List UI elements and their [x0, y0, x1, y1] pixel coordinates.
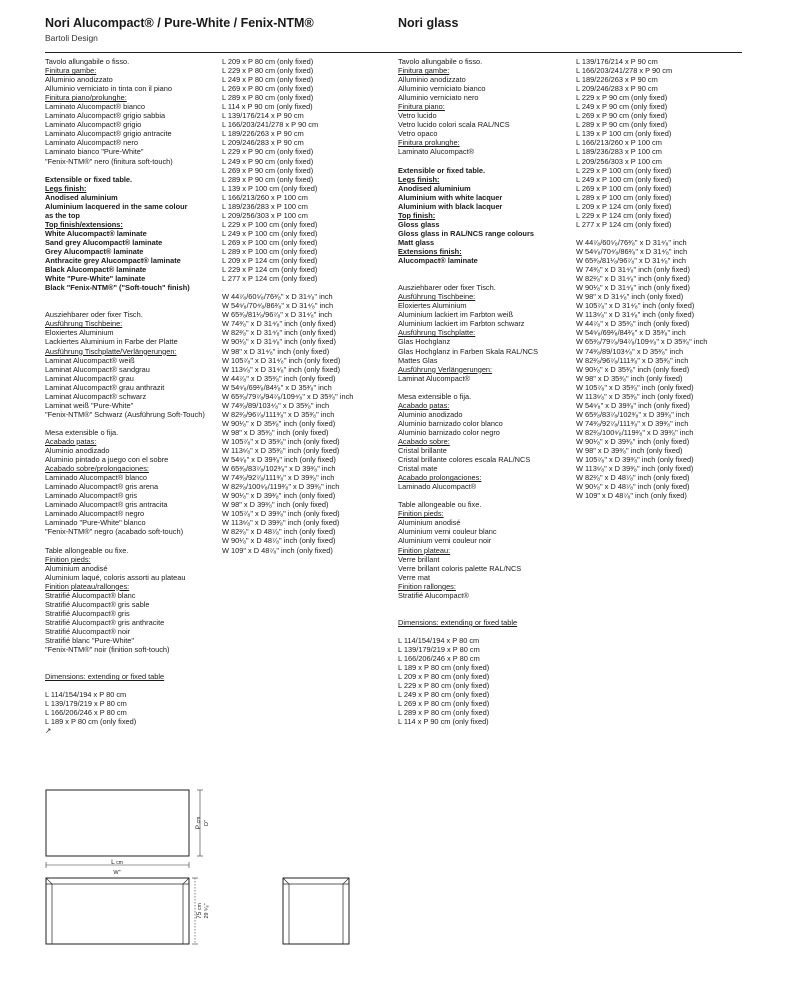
dimension-line: W 113⁶⁄₈" x D 39³⁄₈" inch (only fixed): [222, 518, 340, 528]
section-heading: Extensions finish:: [398, 246, 462, 256]
width-inch-label: W": [113, 870, 121, 876]
length-unit: cm: [116, 860, 123, 866]
dimension-line: W 44⁷⁄₈/60⁵⁄₈/76³⁄₈" x D 31⁴⁄₈" inch: [576, 237, 687, 247]
dimension-line: W 105⁷⁄₈" x D 35³⁄₈" inch (only fixed): [576, 382, 694, 392]
dimension-line: L 249 x P 100 cm (only fixed): [576, 174, 672, 184]
dimension-line: W 65³⁄₈/83⁷⁄₈/102³⁄₈" x D 39³⁄₈" inch: [222, 464, 336, 474]
dimension-line: W 44⁷⁄₈" x D 35³⁄₈" inch (only fixed): [576, 319, 690, 329]
section-heading: Ausführung Tischbeine:: [45, 319, 123, 329]
spec-line: L 209 x P 80 cm (only fixed): [398, 672, 490, 682]
spec-line: Mesa extensible o fija.: [398, 391, 472, 401]
spec-line: L 189 x P 80 cm (only fixed): [45, 717, 137, 727]
dimension-line: W 44⁷⁄₈/60⁵⁄₈/76³⁄₈" x D 31⁴⁄₈" inch: [222, 292, 333, 302]
dimension-line: L 229 x P 124 cm (only fixed): [576, 210, 672, 220]
spec-line: Tavolo allungabile o fisso.: [45, 57, 130, 66]
dimension-line: W 109" x D 48⁷⁄₈" inch (only fixed): [222, 545, 333, 555]
dimension-line: W 113⁶⁄₈" x D 35³⁄₈" inch (only fixed): [222, 446, 340, 456]
section-heading: Finition plateau:: [398, 545, 451, 555]
dimension-line: W 74³⁄₈" x D 31⁴⁄₈" inch (only fixed): [222, 319, 336, 329]
dimension-line: W 105⁷⁄₈" x D 31⁴⁄₈" inch (only fixed): [222, 355, 341, 365]
spec-line: Ausziehbarer oder fixer Tisch.: [45, 310, 143, 320]
spec-line: Laminado Alucompact®: [398, 482, 477, 492]
dimension-line: L 289 x P 80 cm (only fixed): [222, 93, 314, 103]
spec-line: Laminado Alucompact® blanco: [45, 473, 147, 483]
spec-line: Laminato Alucompact®: [398, 147, 475, 157]
dimension-line: W 105⁷⁄₈" x D 31⁴⁄₈" inch (only fixed): [576, 301, 695, 311]
height-value: 75: [196, 911, 203, 919]
spec-line: Alluminio verniciato nero: [398, 93, 479, 103]
spec-line: Grey Alucompact® laminate: [45, 246, 144, 256]
section-heading: Finition rallonges:: [398, 581, 456, 591]
dimension-line: L 289 x P 90 cm (only fixed): [222, 174, 314, 184]
section-heading: Finitura gambe:: [398, 66, 450, 76]
dimension-line: L 289 x P 100 cm (only fixed): [576, 192, 672, 202]
spec-line: L 189 x P 80 cm (only fixed): [398, 663, 490, 673]
dimension-line: W 82²⁄₈" x D 31⁴⁄₈" inch (only fixed): [222, 328, 336, 338]
dimension-line: W 54⁶⁄₈" x D 39³⁄₈" inch (only fixed): [222, 455, 336, 465]
dimension-line: L 209/256/303 x P 100 cm: [576, 156, 662, 166]
spec-line: "Fenix-NTM®" nero (finitura soft-touch): [45, 156, 173, 166]
dimension-line: W 105⁷⁄₈" x D 39³⁄₈" inch (only fixed): [222, 509, 340, 519]
section-heading: Finitura prolunghe:: [398, 138, 460, 148]
dimension-line: L 289 x P 100 cm (only fixed): [222, 246, 318, 256]
spec-line: L 114 x P 90 cm (only fixed): [398, 717, 489, 727]
spec-line: Aluminio pintado a juego con el sobre: [45, 455, 169, 465]
dimension-line: W 105⁷⁄₈" x D 39³⁄₈" inch (only fixed): [576, 455, 694, 465]
section-heading: Ausführung Tischplatte:: [398, 328, 476, 338]
spec-line: Stratifié Alucompact® gris anthracite: [45, 617, 165, 627]
dimension-line: W 98" x D 35³⁄₈" inch (only fixed): [222, 427, 329, 437]
spec-line: L 166/206/246 x P 80 cm: [45, 708, 127, 718]
section-heading: Finitura piano:: [398, 102, 445, 112]
spec-line: Cristal mate: [398, 464, 438, 474]
spec-line: Glas Hochglanz in Farben Skala RAL/NCS: [398, 346, 539, 356]
dimension-line: W 90¹⁄₈" x D 39³⁄₈" inch (only fixed): [222, 491, 336, 501]
spec-line: Aluminium verni couleur blanc: [398, 527, 497, 537]
dimension-line: W 65³⁄₈/81¹⁄₈/96⁷⁄₈" x D 31⁴⁄₈" inch: [576, 256, 687, 266]
dimension-line: W 65³⁄₈/79⁷⁄₈/94⁷⁄₈/109⁴⁄₈" x D 35³⁄₈" inch: [576, 337, 708, 347]
spec-line: Laminado "Pure-White" blanco: [45, 518, 146, 528]
spec-line: Alluminio anodizzato: [398, 75, 466, 85]
spec-line: as the top: [45, 210, 80, 220]
spec-line: Laminato Alucompact® nero: [45, 138, 138, 148]
spec-line: Laminato Alucompact® grigio antracite: [45, 129, 172, 139]
spec-line: Extensible or fixed table.: [398, 165, 486, 175]
section-heading: Acabado prolongaciones:: [398, 473, 482, 483]
dimension-line: L 269 x P 80 cm (only fixed): [222, 84, 314, 94]
spec-line: Alucompact® laminate: [398, 256, 478, 266]
spec-line: Alluminio anodizzato: [45, 75, 113, 85]
spec-line: Stratifié Alucompact® noir: [45, 626, 131, 636]
spec-line: Ausziehbarer oder fixer Tisch.: [398, 283, 496, 293]
spec-line: Vetro lucido colori scala RAL/NCS: [398, 120, 510, 130]
spec-line: Laminato bianco "Pure-White": [45, 147, 144, 157]
spec-line: Laminat Alucompact® sandgrau: [45, 364, 150, 374]
spec-line: White "Pure-White" laminate: [45, 274, 146, 284]
spec-line: Aluminium lackiert im Farbton schwarz: [398, 319, 525, 329]
spec-line: Table allongeable ou fixe.: [45, 545, 129, 555]
spec-line: Aluminium laqué, coloris assorti au plateau: [45, 572, 186, 582]
spec-line: Laminado Alucompact® gris antracita: [45, 500, 168, 510]
spec-line: Aluminium lackiert im Farbton weiß: [398, 310, 513, 320]
dimension-line: W 90¹⁄₈" x D 31⁴⁄₈" inch (only fixed): [576, 283, 690, 293]
dimension-line: W 74³⁄₈/92⁷⁄₈/111³⁄₈" x D 39³⁄₈" inch: [222, 473, 335, 483]
spec-line: Aluminium lacquered in the same colour: [45, 201, 188, 211]
dimension-line: W 65³⁄₈/81¹⁄₈/96⁷⁄₈" x D 31⁴⁄₈" inch: [222, 310, 333, 320]
spec-line: Laminato Alucompact® bianco: [45, 102, 145, 112]
spec-line: Laminat weiß "Pure-White": [45, 400, 134, 410]
length-label: L: [111, 859, 115, 866]
spec-line: Sand grey Alucompact® laminate: [45, 237, 163, 247]
spec-line: ↗: [45, 726, 52, 736]
dimension-line: W 82²⁄₈/96⁷⁄₈/111³⁄₈" x D 35³⁄₈" inch: [576, 355, 689, 365]
spec-line: Vetro opaco: [398, 129, 438, 139]
spec-line: Aluminium verni couleur noir: [398, 536, 492, 546]
table-plan-view: [46, 790, 189, 856]
spec-line: "Fenix-NTM®" negro (acabado soft-touch): [45, 527, 184, 537]
spec-line: Aluminio barnizado color blanco: [398, 418, 503, 428]
section-heading: Acabado patas:: [398, 400, 450, 410]
dimension-line: L 209/246/283 x P 90 cm: [222, 138, 304, 148]
spec-line: Eloxiertes Aluminium: [45, 328, 114, 338]
dimension-line: L 229 x P 80 cm (only fixed): [222, 66, 314, 76]
section-heading: Acabado sobre/prolongaciones:: [45, 464, 149, 474]
dimension-line: L 269 x P 100 cm (only fixed): [576, 183, 672, 193]
spec-line: Alluminio verniciato bianco: [398, 84, 486, 94]
svg-text:L cm: [111, 859, 123, 866]
dimension-line: W 82²⁄₈" x D 31⁴⁄₈" inch (only fixed): [576, 274, 690, 284]
dimension-line: L 277 x P 124 cm (only fixed): [576, 219, 672, 229]
spec-line: Aluminium with black lacquer: [398, 201, 503, 211]
height-inch-label: 29 ⁵⁄₈": [204, 903, 210, 919]
spec-line: Aluminio barnizado color negro: [398, 427, 500, 437]
spec-line: Stratifié Alucompact® blanc: [45, 590, 136, 600]
dimension-line: L 229 x P 90 cm (only fixed): [576, 93, 668, 103]
dimension-line: W 74³⁄₈" x D 31⁴⁄₈" inch (only fixed): [576, 265, 690, 275]
dimension-line: W 98" x D 31⁴⁄₈" inch (only fixed): [222, 346, 330, 356]
spec-line: Lackiertes Aluminium in Farbe der Platte: [45, 337, 178, 347]
spec-line: Glas Hochglanz: [398, 337, 451, 347]
spec-line: Black Alucompact® laminate: [45, 265, 147, 275]
dimension-line: L 189/236/283 x P 100 cm: [576, 147, 662, 157]
dimension-line: L 229 x P 90 cm (only fixed): [222, 147, 314, 157]
dimension-line: L 209 x P 124 cm (only fixed): [576, 201, 672, 211]
section-heading: Ausführung Tischplatte/Verlängerungen:: [45, 346, 177, 356]
dimension-line: W 113⁶⁄₈" x D 35³⁄₈" inch (only fixed): [576, 391, 694, 401]
spec-line: Anodised aluminium: [398, 183, 471, 193]
spec-line: Aluminio anodizado: [45, 446, 110, 456]
section-heading: Dimensions: extending or fixed table: [398, 617, 518, 627]
dimension-line: L 229 x P 100 cm (only fixed): [222, 219, 318, 229]
spec-line: Stratifié Alucompact® gris sable: [45, 599, 150, 609]
dimension-line: L 209 x P 124 cm (only fixed): [222, 256, 318, 266]
dimension-line: W 82²⁄₈/100⁶⁄₈/119²⁄₈" x D 39³⁄₈" inch: [222, 482, 340, 492]
spec-line: Laminat Alucompact® grau: [45, 373, 134, 383]
dimension-line: L 289 x P 90 cm (only fixed): [576, 120, 668, 130]
right-product-title: Nori glass: [398, 16, 459, 30]
dimension-line: W 98" x D 35³⁄₈" inch (only fixed): [576, 373, 683, 383]
dimension-line: L 189/226/263 x P 90 cm: [222, 129, 304, 139]
svg-text:P cm: [195, 817, 202, 830]
table-side-elevation: [283, 878, 349, 944]
spec-line: Black "Fenix-NTM®" ("Soft-touch" finish): [45, 283, 190, 293]
section-heading: Ausführung Tischbeine:: [398, 292, 476, 302]
dimension-line: L 209/246/283 x P 90 cm: [576, 84, 658, 94]
spec-line: Laminat Alucompact®: [398, 373, 470, 383]
section-heading: Finition pieds:: [398, 509, 444, 519]
dimension-line: W 54⁶⁄₈/69²⁄₈/84²⁄₈" x D 35³⁄₈" inch: [576, 328, 686, 338]
spec-line: Anodised aluminium: [45, 192, 118, 202]
spec-line: Laminat Alucompact® schwarz: [45, 391, 147, 401]
dimension-line: L 249 x P 80 cm (only fixed): [222, 75, 314, 85]
dimension-line: W 44⁷⁄₈" x D 35³⁄₈" inch (only fixed): [222, 373, 336, 383]
dimension-line: W 105⁷⁄₈" x D 35³⁄₈" inch (only fixed): [222, 436, 340, 446]
spec-line: Matt glass: [398, 237, 435, 247]
spec-line: Laminato Alucompact® grigio sabbia: [45, 111, 166, 121]
spec-line: Mattes Glas: [398, 355, 438, 365]
spec-line: Aluminio anodizado: [398, 409, 463, 419]
spec-line: Laminat Alucompact® grau anthrazit: [45, 382, 165, 392]
dimension-line: W 54⁶⁄₈" x D 39³⁄₈" inch (only fixed): [576, 400, 690, 410]
height-unit: cm: [197, 903, 203, 910]
dimension-line: L 189/236/283 x P 100 cm: [222, 201, 308, 211]
dimension-line: W 74³⁄₈/89/103⁴⁄₈" x D 35³⁄₈" inch: [576, 346, 684, 356]
dimension-line: W 98" x D 39³⁄₈" inch (only fixed): [222, 500, 329, 510]
dimension-line: L 249 x P 90 cm (only fixed): [222, 156, 314, 166]
section-heading: Finitura piano/prolunghe:: [45, 93, 127, 103]
section-heading: Acabado patas:: [45, 436, 97, 446]
spec-line: Laminat Alucompact® weiß: [45, 355, 135, 365]
dimension-line: L 166/213/260 x P 100 cm: [222, 192, 308, 202]
dimension-line: W 82²⁄₈" x D 48⁷⁄₈" inch (only fixed): [222, 527, 336, 537]
spec-line: L 269 x P 80 cm (only fixed): [398, 699, 490, 709]
section-heading: Finition plateau/rallonges:: [45, 581, 130, 591]
spec-line: Laminado Alucompact® gris: [45, 491, 138, 501]
spec-line: Stratifié blanc "Pure-White": [45, 636, 135, 645]
dimension-line: L 249 x P 100 cm (only fixed): [222, 228, 318, 238]
section-heading: Finition pieds:: [45, 554, 91, 564]
dimension-line: L 209 x P 80 cm (only fixed): [222, 57, 314, 66]
dimension-line: W 82²⁄₈/96⁷⁄₈/111³⁄₈" x D 35³⁄₈" inch: [222, 409, 335, 419]
dimension-line: L 249 x P 90 cm (only fixed): [576, 102, 668, 112]
dimension-line: L 166/203/241/278 x P 90 cm: [576, 66, 673, 76]
dimension-line: W 109" x D 48⁷⁄₈" inch (only fixed): [576, 491, 687, 501]
spec-line: Verre brillant: [398, 554, 440, 564]
dimension-line: W 90¹⁄₈" x D 48⁷⁄₈" inch (only fixed): [576, 482, 690, 492]
dimension-line: W 82²⁄₈" x D 48⁷⁄₈" inch (only fixed): [576, 473, 690, 483]
dimension-line: W 90¹⁄₈" x D 39³⁄₈" inch (only fixed): [576, 436, 690, 446]
section-heading: Legs finish:: [45, 183, 87, 193]
spec-line: Laminato Alucompact® grigio: [45, 120, 142, 130]
spec-line: L 249 x P 80 cm (only fixed): [398, 690, 490, 700]
spec-line: "Fenix-NTM®" noir (finition soft-touch): [45, 645, 170, 655]
spec-line: Laminado Alucompact® negro: [45, 509, 145, 519]
section-heading: Dimensions: extending or fixed table: [45, 672, 165, 682]
svg-text:75 cm: [196, 903, 203, 919]
spec-line: Stratifié Alucompact® gris: [45, 608, 130, 618]
spec-line: Aluminium anodisé: [45, 563, 108, 573]
spec-line: "Fenix-NTM®" Schwarz (Ausführung Soft-Touch): [45, 409, 205, 419]
spec-line: L 139/179/219 x P 80 cm: [45, 699, 127, 709]
spec-line: Eloxiertes Aluminium: [398, 301, 467, 311]
dimension-line: W 54⁶⁄₈/69²⁄₈/84²⁄₈" x D 35³⁄₈" inch: [222, 382, 332, 392]
dimension-line: L 139/176/214 x P 90 cm: [222, 111, 304, 121]
dimension-line: W 98" x D 31⁴⁄₈" inch (only fixed): [576, 292, 684, 302]
dimension-line: L 269 x P 90 cm (only fixed): [576, 111, 668, 121]
section-heading: Finitura gambe:: [45, 66, 97, 76]
dimension-line: L 166/203/241/278 x P 90 cm: [222, 120, 319, 130]
dimension-line: W 98" x D 39³⁄₈" inch (only fixed): [576, 446, 683, 456]
depth-unit: cm: [196, 816, 202, 824]
dimension-line: L 269 x P 100 cm (only fixed): [222, 237, 318, 247]
spec-line: L 114/154/194 x P 80 cm: [45, 690, 127, 700]
dimension-line: W 54⁶⁄₈/70⁴⁄₈/86²⁄₈" x D 31⁴⁄₈" inch: [222, 301, 334, 311]
dimension-line: W 90¹⁄₈" x D 35³⁄₈" inch (only fixed): [222, 418, 336, 428]
dimension-line: W 113⁶⁄₈" x D 31⁴⁄₈" inch (only fixed): [222, 364, 341, 374]
dimension-line: W 74³⁄₈/89/103⁴⁄₈" x D 35³⁄₈" inch: [222, 400, 330, 410]
spec-line: Verre brillant coloris palette RAL/NCS: [398, 563, 522, 573]
dimension-line: W 113⁶⁄₈" x D 31⁴⁄₈" inch (only fixed): [576, 310, 695, 320]
section-heading: Top finish/extensions:: [45, 219, 123, 229]
spec-line: L 289 x P 80 cm (only fixed): [398, 708, 490, 718]
dimension-line: W 65³⁄₈/83⁷⁄₈/102³⁄₈" x D 39³⁄₈" inch: [576, 409, 690, 419]
spec-line: Table allongeable ou fixe.: [398, 500, 482, 510]
spec-line: Cristal brillante: [398, 446, 447, 456]
designer-name: Bartoli Design: [45, 33, 98, 43]
dimension-line: W 74³⁄₈/92⁷⁄₈/111³⁄₈" x D 39³⁄₈" inch: [576, 418, 689, 428]
dimension-line: W 54⁶⁄₈/70⁴⁄₈/86²⁄₈" x D 31⁴⁄₈" inch: [576, 246, 688, 256]
dimension-line: W 82²⁄₈/100⁶⁄₈/119²⁄₈" x D 39³⁄₈" inch: [576, 427, 694, 437]
dimension-line: L 139/176/214 x P 90 cm: [576, 57, 658, 66]
dimension-line: L 269 x P 90 cm (only fixed): [222, 165, 314, 175]
depth-inch-label: D": [204, 820, 210, 826]
dimension-line: W 90¹⁄₈" x D 35³⁄₈" inch (only fixed): [576, 364, 690, 374]
spec-line: Aluminium with white lacquer: [398, 192, 503, 202]
dimension-line: L 229 x P 100 cm (only fixed): [576, 165, 672, 175]
spec-line: L 229 x P 80 cm (only fixed): [398, 681, 490, 691]
dimension-line: W 90¹⁄₈" x D 31⁴⁄₈" inch (only fixed): [222, 337, 336, 347]
dimension-line: W 65³⁄₈/79⁷⁄₈/94⁷⁄₈/109⁴⁄₈" x D 35³⁄₈" inch: [222, 391, 354, 401]
spec-line: Anthracite grey Alucompact® laminate: [45, 256, 181, 266]
spec-line: Extensible or fixed table.: [45, 174, 133, 184]
spec-line: Verre mat: [398, 572, 431, 582]
dimension-line: L 229 x P 124 cm (only fixed): [222, 265, 318, 275]
section-heading: Ausführung Verlängerungen:: [398, 364, 493, 374]
spec-line: Mesa extensible o fija.: [45, 427, 119, 437]
spec-line: Gloss glass: [398, 219, 440, 229]
dimension-line: L 209/256/303 x P 100 cm: [222, 210, 308, 220]
spec-line: Stratifié Alucompact®: [398, 590, 469, 600]
dimension-line: L 114 x P 90 cm (only fixed): [222, 102, 313, 112]
spec-line: L 166/206/246 x P 80 cm: [398, 654, 480, 664]
dimension-line: L 277 x P 124 cm (only fixed): [222, 274, 318, 284]
dimension-line: L 189/226/263 x P 90 cm: [576, 75, 658, 85]
spec-line: Gloss glass in RAL/NCS range colours: [398, 228, 534, 238]
spec-line: Vetro lucido: [398, 111, 437, 121]
dimension-line: W 90¹⁄₈" x D 48⁷⁄₈" inch (only fixed): [222, 536, 336, 546]
left-product-title: Nori Alucompact® / Pure-White / Fenix-NTM®: [45, 16, 314, 30]
spec-line: Aluminium anodisé: [398, 518, 461, 528]
section-heading: Top finish:: [398, 210, 436, 220]
spec-line: Cristal brillante colores escala RAL/NCS: [398, 455, 531, 465]
depth-label: P: [195, 825, 202, 830]
spec-line: L 114/154/194 x P 80 cm: [398, 636, 480, 645]
dimension-line: L 139 x P 100 cm (only fixed): [222, 183, 318, 193]
spec-line: Alluminio verniciato in tinta con il piano: [45, 84, 172, 94]
section-heading: Legs finish:: [398, 174, 440, 184]
dimension-line: L 139 x P 100 cm (only fixed): [576, 129, 672, 139]
spec-line: Laminado Alucompact® gris arena: [45, 482, 159, 492]
table-front-elevation: [46, 878, 189, 944]
spec-line: Tavolo allungabile o fisso.: [398, 57, 483, 66]
section-heading: Acabado sobre:: [398, 436, 450, 446]
dimension-line: W 113⁶⁄₈" x D 39³⁄₈" inch (only fixed): [576, 464, 694, 474]
spec-line: White Alucompact® laminate: [45, 228, 147, 238]
spec-line: L 139/179/219 x P 80 cm: [398, 645, 480, 655]
dimension-line: L 166/213/260 x P 100 cm: [576, 138, 662, 148]
